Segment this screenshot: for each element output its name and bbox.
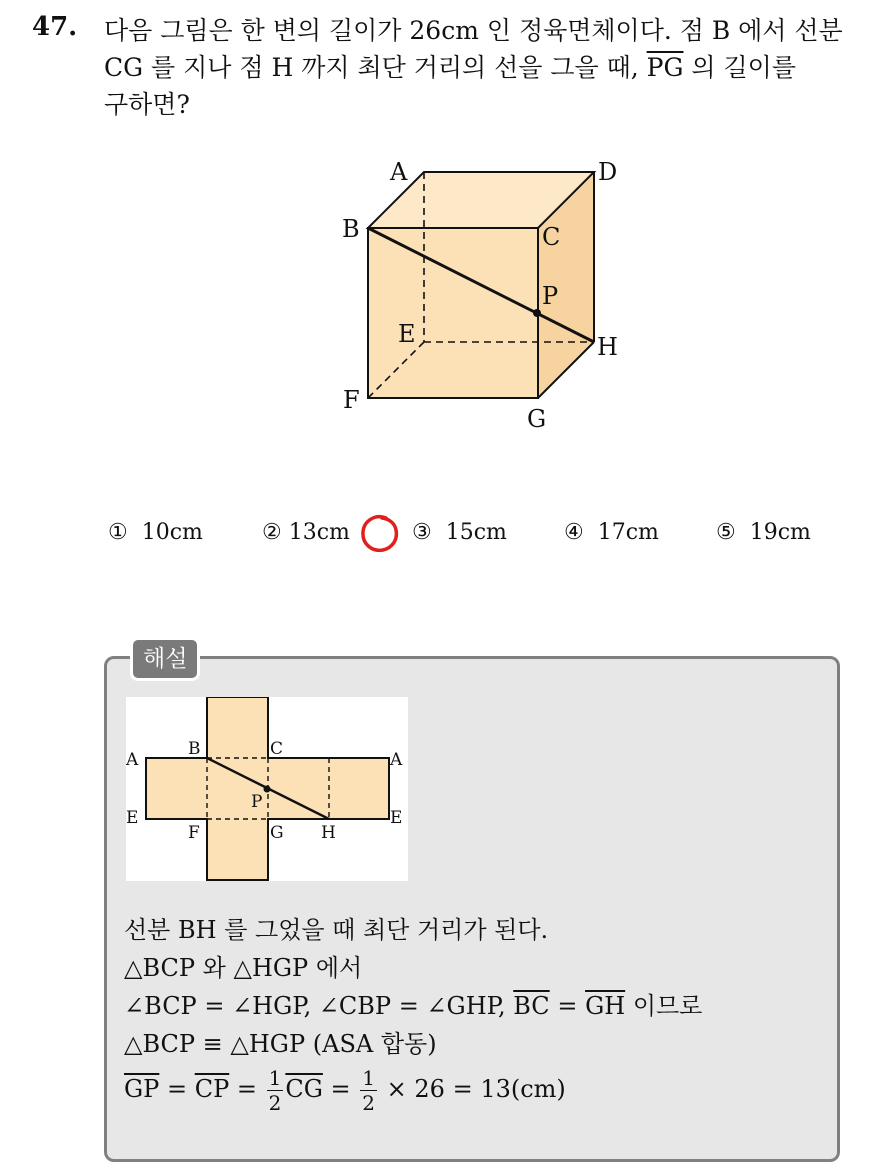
choice-4[interactable]: ④ 17cm	[564, 520, 659, 545]
cube-net-figure	[126, 697, 408, 881]
question-line-1: 다음 그림은 한 변의 길이가 26cm 인 정육면체이다. 점 B 에서 선분	[104, 16, 843, 45]
net-label-a-right: A	[390, 750, 403, 770]
segment-cp: $\overline{CP}$	[194, 1075, 230, 1103]
choice-2[interactable]: ② 13cm	[262, 520, 350, 545]
label-a: A	[390, 158, 408, 186]
choice-3[interactable]: ③ 15cm	[412, 520, 507, 545]
choice-1[interactable]: ① 10cm	[108, 520, 203, 545]
net-label-b: B	[188, 739, 201, 759]
solution-line-1: 선분 BH 를 그었을 때 최단 거리가 된다.	[124, 916, 549, 944]
net-label-g: G	[270, 823, 284, 843]
label-c: C	[542, 223, 561, 251]
net-label-e-left: E	[126, 808, 139, 828]
label-d: D	[598, 158, 618, 186]
fraction-half-2: $\frac{1}{2}$	[362, 1066, 376, 1115]
segment-gp: $\overline{GP}$	[124, 1075, 160, 1103]
label-h: H	[597, 333, 618, 361]
answer-choices	[108, 520, 848, 560]
net-label-e-right: E	[390, 808, 403, 828]
segment-pg: $\overline{PG}$	[646, 53, 684, 82]
net-label-h: H	[321, 823, 336, 843]
segment-cg: $\overline{CG}$	[285, 1075, 323, 1103]
solution-line-4: △BCP ≡ △HGP (ASA 합동)	[124, 1030, 437, 1058]
question-text	[104, 12, 864, 123]
net-label-f: F	[188, 823, 200, 843]
cube-front-face	[368, 228, 538, 398]
net-label-a-left: A	[126, 750, 139, 770]
net-label-c: C	[270, 739, 284, 759]
cube-figure	[330, 150, 640, 440]
net-point-p	[264, 786, 271, 793]
solution-line-3: ∠BCP = ∠HGP, ∠CBP = ∠GHP, $\overline{BC} = \overline{GH}$ 이므로	[124, 992, 703, 1020]
label-b: B	[342, 215, 360, 243]
label-p: P	[542, 282, 559, 310]
choice-5[interactable]: ⑤ 19cm	[716, 520, 811, 545]
segment-gh: $\overline{GH}$	[585, 992, 626, 1020]
solution-line-5: $\overline{GP} = \overline{CP}$ = $\frac{1}{2}$ $\overline{CG}$ = $\frac{1}{2}$ × 26 = 13(cm)	[124, 1066, 566, 1115]
label-f: F	[343, 386, 360, 414]
question-line-2: CG 를 지나 점 H 까지 최단 거리의 선을 그을 때, $\overline{PG}$ 의 길이를	[104, 53, 796, 82]
question-number: 47.	[32, 12, 78, 42]
point-p	[533, 309, 541, 317]
label-e: E	[398, 320, 416, 348]
solution-tag: 해설	[130, 637, 200, 681]
segment-bc: $\overline{BC}$	[513, 992, 550, 1020]
question-line-3: 구하면?	[104, 90, 190, 119]
answer-circle-mark	[356, 512, 404, 558]
net-label-p: P	[251, 792, 263, 812]
fraction-half-1: $\frac{1}{2}$	[268, 1066, 282, 1115]
label-g: G	[527, 405, 547, 433]
solution-line-2: △BCP 와 △HGP 에서	[124, 954, 363, 982]
